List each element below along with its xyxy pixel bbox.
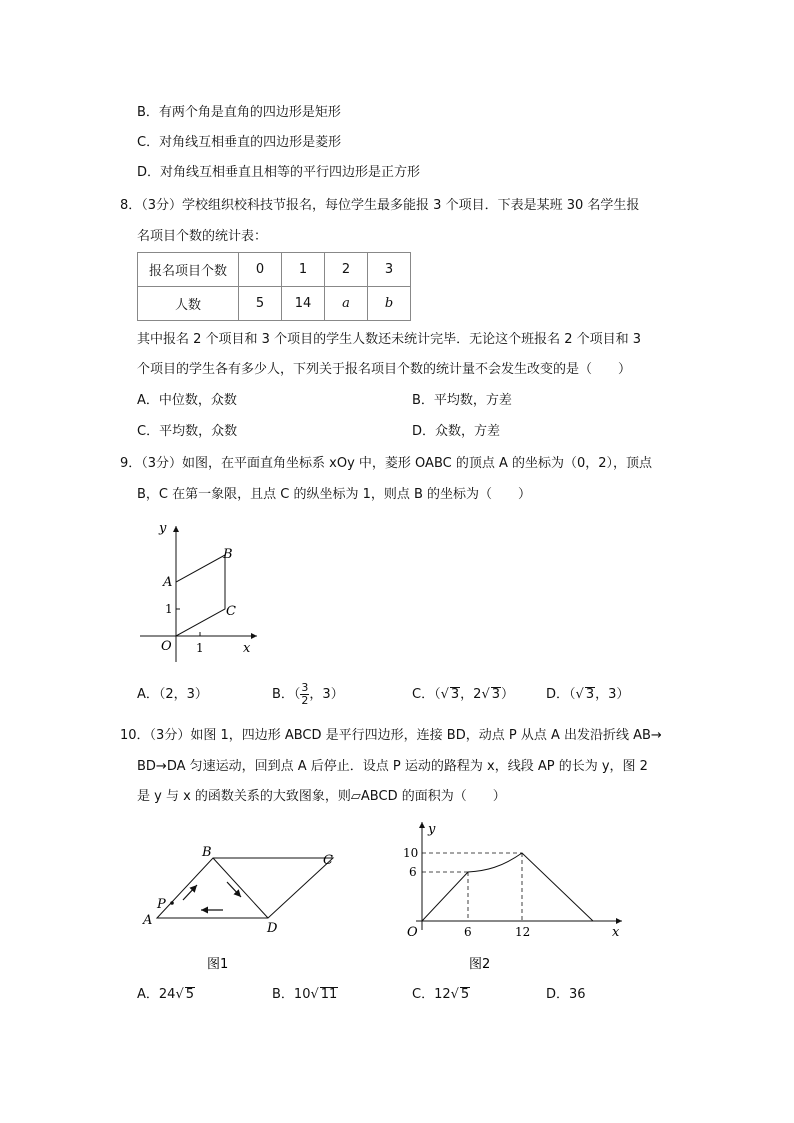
q9-option-c-suffix: ） (501, 687, 515, 702)
sqrt-sign: √ (481, 687, 490, 702)
y-label: y (159, 521, 167, 536)
arrow-bd (227, 882, 241, 897)
point-a-label: A (163, 575, 173, 590)
table-cell: 14 (282, 287, 325, 321)
q10-figure2-graph (390, 818, 630, 975)
table-cell: b (368, 287, 411, 321)
table-cell: 1 (282, 253, 325, 287)
q10-stem-line2: BD→DA 匀速运动，回到点 A 后停止．设点 P 运动的路程为 x，线段 AP 的长为 y，图 2 (137, 759, 648, 774)
table-cell: 5 (239, 287, 282, 321)
q10-stem-line1: 10．（3分）如图 1，四边形 ABCD 是平行四边形，连接 BD，动点 P 从点 A 出发沿折线 AB→ (120, 728, 662, 743)
q8-option-d: D．众数，方差 (412, 424, 501, 439)
origin-label: O (407, 925, 418, 940)
sqrt-sign: √ (310, 987, 319, 1002)
q10-option-c-prefix: C．12 (412, 987, 451, 1002)
q8-stem-line1: 8．（3分）学校组织校科技节报名，每位学生最多能报 3 个项目．下表是某班 30 名学生报 (120, 198, 640, 213)
y-tick-label: 1 (165, 602, 173, 616)
point-a-label: A (143, 913, 153, 928)
point-p (170, 901, 174, 905)
diagonal-bd (213, 858, 268, 918)
figure2-caption: 图2 (469, 957, 491, 972)
q7-option-c: C．对角线互相垂直的四边形是菱形 (137, 135, 342, 150)
q7-option-b: B．有两个角是直角的四边形是矩形 (137, 105, 341, 120)
sqrt-radicand: 3 (450, 687, 460, 702)
point-b-label: B (202, 845, 212, 860)
q9-option-c (412, 686, 514, 704)
q8-stem-line2: 名项目个数的统计表： (137, 229, 268, 244)
table-cell: 0 (239, 253, 282, 287)
figure1-caption: 图1 (207, 957, 229, 972)
q10-figure1-parallelogram (135, 840, 350, 975)
origin-label: O (161, 639, 172, 654)
sqrt-sign: √ (440, 687, 449, 702)
q8-option-b: B．平均数，方差 (412, 393, 512, 408)
table-row (138, 287, 411, 321)
q10-option-c (412, 986, 470, 1004)
q8-text-line1: 其中报名 2 个项目和 3 个项目的学生人数还未统计完毕．无论这个班报名 2 个项目和 3 (137, 332, 642, 347)
sqrt-radicand: 5 (460, 987, 470, 1002)
x-label: x (243, 641, 251, 656)
q9-rhombus-figure (135, 512, 265, 662)
sqrt-sign: √ (575, 687, 584, 702)
x-tick-12: 12 (515, 925, 531, 939)
q9-stem-line1: 9．（3分）如图，在平面直角坐标系 xOy 中，菱形 OABC 的顶点 A 的坐标为（0，2），顶点 (120, 456, 653, 471)
table-header-people: 人数 (138, 287, 239, 321)
x-tick-label: 1 (196, 641, 204, 655)
q10-option-b (272, 986, 338, 1004)
q8-option-c: C．平均数，众数 (137, 424, 238, 439)
q10-option-b-prefix: B．10 (272, 987, 311, 1002)
point-c-label: C (323, 853, 333, 868)
sqrt-radicand: 5 (185, 987, 195, 1002)
sqrt-sign: √ (175, 987, 184, 1002)
y-tick-6: 6 (409, 865, 417, 879)
q9-option-d-suffix: ，3） (595, 687, 630, 702)
table-cell: 3 (368, 253, 411, 287)
function-curve (422, 853, 593, 921)
sqrt-radicand: 11 (320, 987, 338, 1002)
q9-option-b (272, 682, 344, 707)
q10-option-a-prefix: A．24 (137, 987, 176, 1002)
table-header-count: 报名项目个数 (138, 253, 239, 287)
point-c-label: C (226, 604, 236, 619)
q9-option-a: A．（2，3） (137, 687, 208, 702)
q8-stat-table (137, 252, 411, 321)
rhombus-oabc (176, 555, 225, 636)
table-cell: a (325, 287, 368, 321)
parallelogram-abcd (157, 858, 333, 918)
q8-text-line2: 个项目的学生各有多少人，下列关于报名项目个数的统计量不会发生改变的是（ ） (137, 362, 632, 377)
fraction-numerator: 3 (301, 681, 309, 694)
q9-option-c-prefix: C．（ (412, 687, 441, 702)
x-tick-6: 6 (464, 925, 472, 939)
q9-stem-line2: B，C 在第一象限，且点 C 的纵坐标为 1，则点 B 的坐标为（ ） (137, 487, 532, 502)
q9-option-d (546, 686, 629, 704)
point-p-label: P (157, 897, 166, 912)
q9-option-b-suffix: ，3） (309, 687, 344, 702)
fraction-denominator: 2 (301, 694, 309, 707)
sqrt-radicand: 3 (585, 687, 595, 702)
q10-option-a (137, 986, 195, 1004)
q10-stem-line3: 是 y 与 x 的函数关系的大致图象，则▱ABCD 的面积为（ ） (137, 789, 506, 804)
q9-option-b-prefix: B．（ (272, 687, 301, 702)
q7-option-d: D．对角线互相垂直且相等的平行四边形是正方形 (137, 165, 421, 180)
y-label: y (428, 822, 436, 837)
point-b-label: B (223, 547, 233, 562)
sqrt-sign: √ (450, 987, 459, 1002)
y-tick-10: 10 (403, 846, 419, 860)
x-label: x (612, 925, 620, 940)
sqrt-radicand: 3 (491, 687, 501, 702)
q9-option-c-mid: ，2 (460, 687, 482, 702)
table-row (138, 253, 411, 287)
q8-option-a: A．中位数，众数 (137, 393, 237, 408)
point-d-label: D (267, 921, 278, 936)
q9-option-d-prefix: D．（ (546, 687, 576, 702)
table-cell: 2 (325, 253, 368, 287)
q10-option-d: D．36 (546, 987, 586, 1002)
